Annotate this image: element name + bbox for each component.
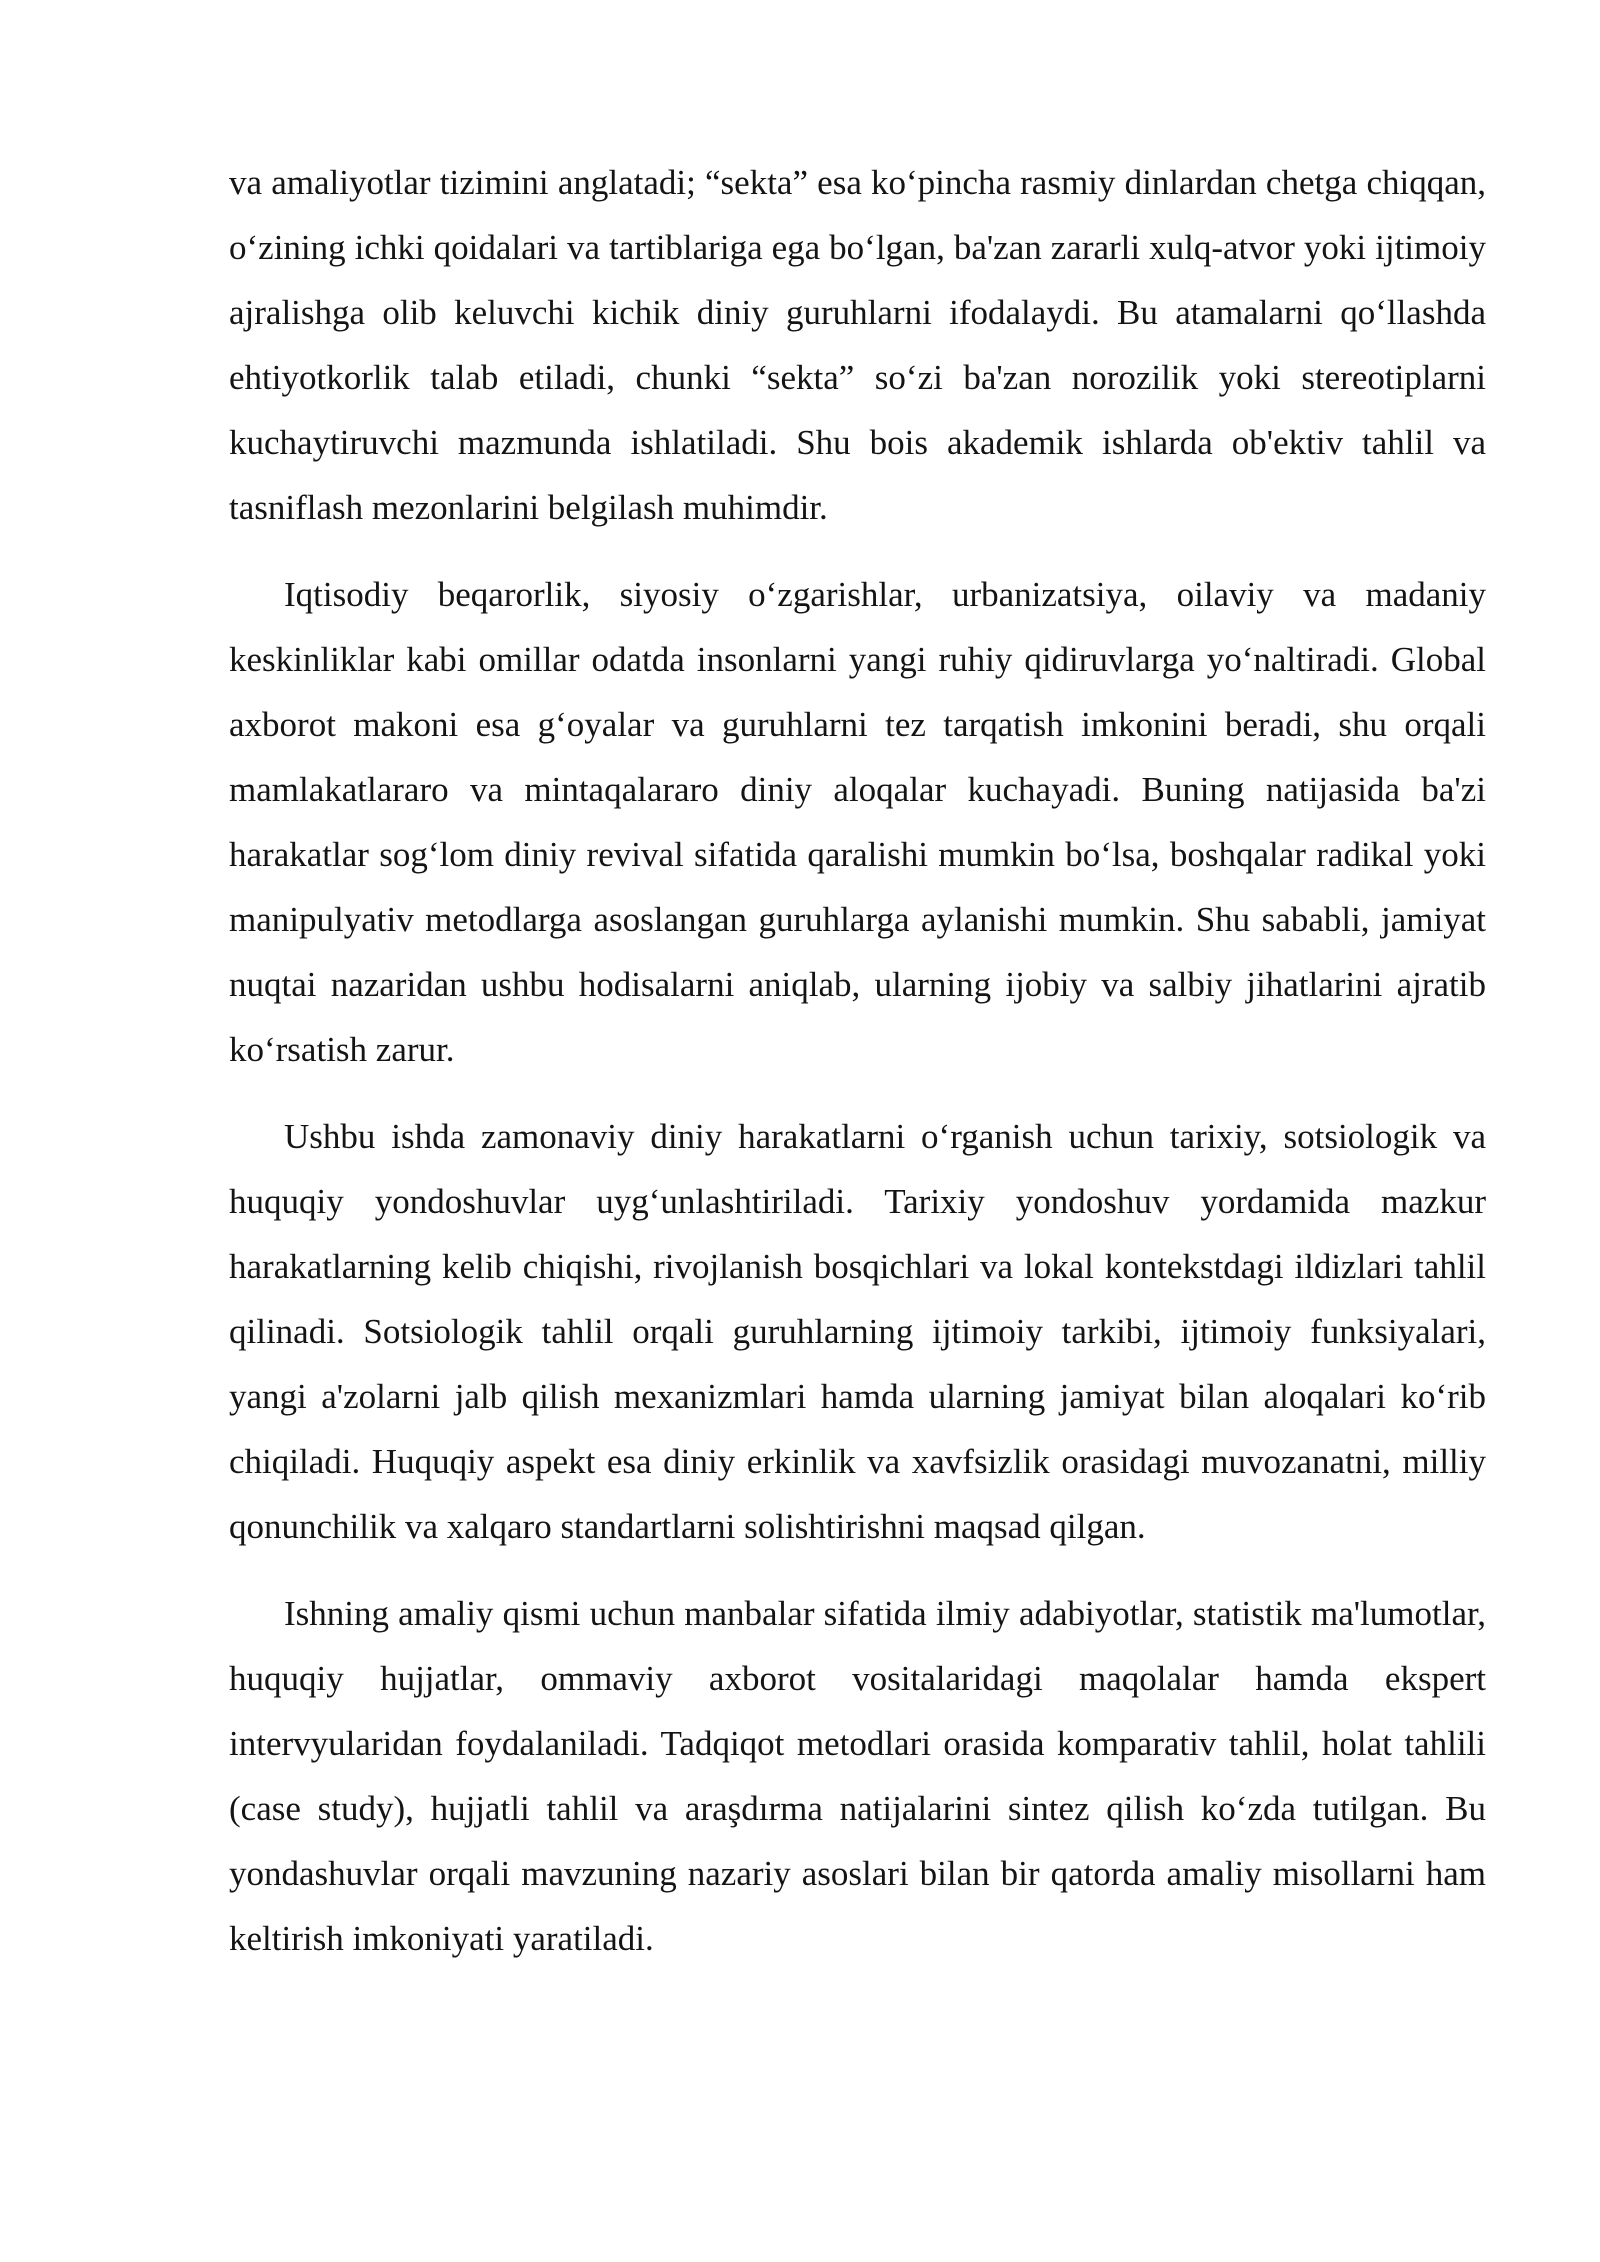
paragraph-3: Ushbu ishda zamonaviy diniy harakatlarni oʻrganish uchun tarixiy, sotsiologik va huquqiy yondoshuvlar uygʻunlashtiriladi. Tarixiy yondoshuv yordamida mazkur harakatlarning kelib chiqishi, rivojlanish bosqichlari va lokal kontekstdagi ildizlari tahlil qilinadi. Sotsiologik tahlil orqali guruhlarning ijtimoiy tarkibi, ijtimoiy funksiyalari, yangi a'zolarni jalb qilish mexanizmlari hamda ularning jamiyat bilan aloqalari koʻrib chiqiladi. Huquqiy aspekt esa diniy erkinlik va xavfsizlik orasidagi muvozanatni, milliy qonunchilik va xalqaro standartlarni solishtirishni maqsad qilgan. (229, 1117, 1486, 1546)
paragraph-1: va amaliyotlar tizimini anglatadi; “sekta” esa koʻpincha rasmiy dinlardan chetga chiqqan, oʻzining ichki qoidalari va tartiblariga ega boʻlgan, ba'zan zararli xulq-atvor yoki ijtimoiy ajralishga olib keluvchi kichik diniy guruhlarni ifodalaydi. Bu atamalarni qoʻllashda ehtiyotkorlik talab etiladi, chunki “sekta” soʻzi ba'zan norozilik yoki stereotiplarni kuchaytiruvchi mazmunda ishlatiladi. Shu bois akademik ishlarda ob'ektiv tahlil va tasniflash mezonlarini belgilash muhimdir. (229, 163, 1486, 527)
paragraph-4: Ishning amaliy qismi uchun manbalar sifatida ilmiy adabiyotlar, statistik ma'lumotlar, huquqiy hujjatlar, ommaviy axborot vositalaridagi maqolalar hamda ekspert intervyularidan foydalaniladi. Tadqiqot metodlari orasida komparativ tahlil, holat tahlili (case study), hujjatli tahlil va araşdırma natijalarini sintez qilish koʻzda tutilgan. Bu yondashuvlar orqali mavzuning nazariy asoslari bilan bir qatorda amaliy misollarni ham keltirish imkoniyati yaratiladi. (229, 1594, 1486, 1958)
document-body (229, 150, 1486, 1971)
paragraph-2: Iqtisodiy beqarorlik, siyosiy oʻzgarishlar, urbanizatsiya, oilaviy va madaniy keskinliklar kabi omillar odatda insonlarni yangi ruhiy qidiruvlarga yoʻnaltiradi. Global axborot makoni esa gʻoyalar va guruhlarni tez tarqatish imkonini beradi, shu orqali mamlakatlararo va mintaqalararo diniy aloqalar kuchayadi. Buning natijasida ba'zi harakatlar sogʻlom diniy revival sifatida qaralishi mumkin boʻlsa, boshqalar radikal yoki manipulyativ metodlarga asoslangan guruhlarga aylanishi mumkin. Shu sababli, jamiyat nuqtai nazaridan ushbu hodisalarni aniqlab, ularning ijobiy va salbiy jihatlarini ajratib koʻrsatish zarur. (229, 575, 1486, 1069)
